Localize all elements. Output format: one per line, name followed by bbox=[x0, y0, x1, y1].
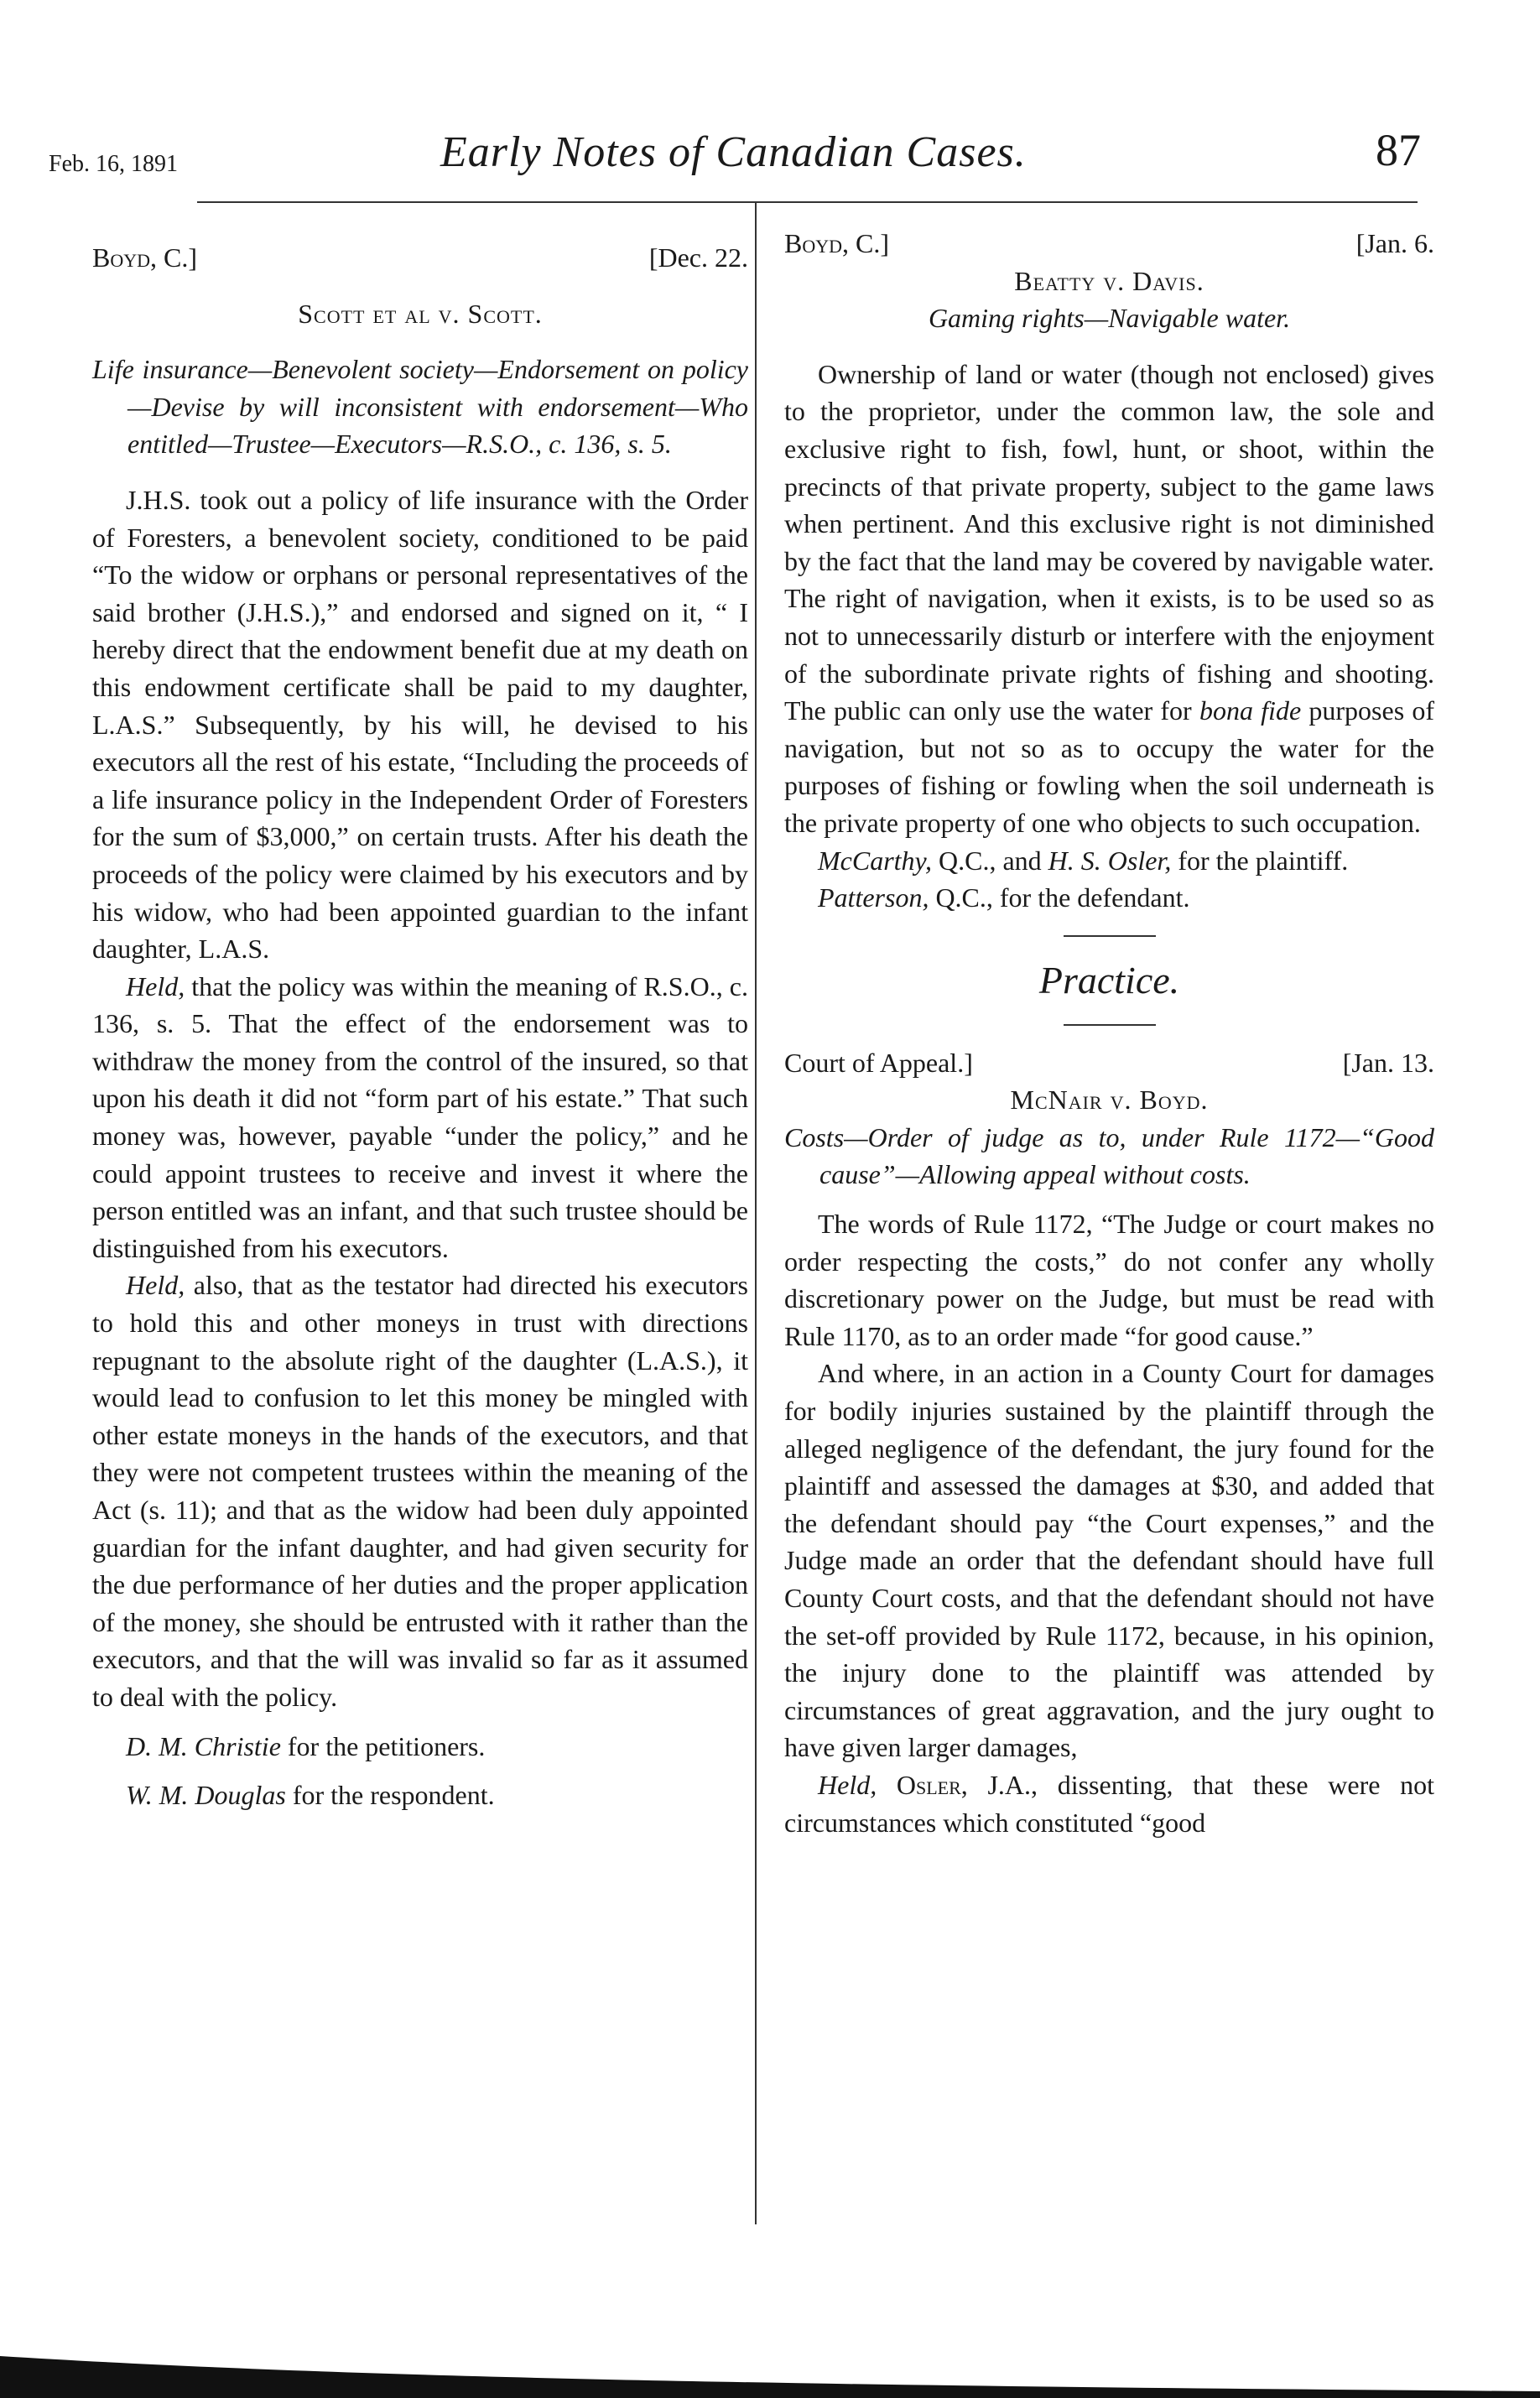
header-rule bbox=[197, 201, 1418, 203]
case-headnote: Costs—Order of judge as to, under Rule 1172—“Good cause”—Allowing appeal without costs. bbox=[784, 1121, 1434, 1190]
case-title: Beatty v. Davis. bbox=[1014, 265, 1204, 296]
running-title: Early Notes of Canadian Cases. bbox=[440, 128, 1027, 176]
counsel-line: D. M. Christie for the petitioners. bbox=[126, 1730, 486, 1761]
case-paragraph: Held, that the policy was within the meaning of R.S.O., c. 136, s. 5. That the effect of the endorsement was to withdraw the money from the control of the insured, so that upon his death it did not “form part of his estate.” That such money was, however, payable “under the policy,” and he could appoint trustees to receive and invest it where the person entitled was an infant, and that such trustee should be distinguished from his executors. bbox=[92, 970, 748, 1263]
column-divider bbox=[755, 201, 757, 2224]
scan-shadow bbox=[0, 2339, 1540, 2398]
court-name: Court of Appeal.] bbox=[784, 1047, 973, 1078]
judge-name: Boyd, C.] bbox=[784, 228, 890, 258]
case-date: [Jan. 13. bbox=[1342, 1047, 1434, 1078]
held-label: Held, bbox=[126, 970, 185, 1001]
section-heading: Practice. bbox=[1038, 958, 1180, 1001]
case-title: McNair v. Boyd. bbox=[1010, 1085, 1209, 1116]
case-title: Scott et al v. Scott. bbox=[298, 298, 543, 329]
held-label: Held, bbox=[126, 1270, 185, 1301]
case-paragraph: The words of Rule 1172, “The Judge or court makes no order respecting the costs,” do not confer any wholly discretionary power on the Judge, but must be read with Rule 1170, as to an order made “for good cause.” bbox=[784, 1209, 1434, 1351]
case-heading bbox=[784, 1044, 1434, 1082]
case-date: [Jan. 6. bbox=[1355, 228, 1434, 258]
right-column bbox=[784, 225, 1434, 1841]
case-heading bbox=[92, 239, 748, 277]
page-header bbox=[0, 0, 1540, 210]
judge-name: Boyd, C.] bbox=[92, 242, 198, 273]
case-date: [Dec. 22. bbox=[648, 242, 748, 273]
page-number: 87 bbox=[1376, 125, 1421, 175]
case-heading bbox=[784, 225, 1434, 263]
counsel-line: W. M. Douglas for the respondent. bbox=[126, 1780, 495, 1811]
case-paragraph: Held, also, that as the testator had directed his executors to hold this and other moneys in trust with directions repugnant to the absolute right of the daughter (L.A.S.), it would lead to confusion to let this money be mingled with other estate moneys in the hands of the executors, and that they were not competent trustees within the meaning of the Act (s. 11); and that as the widow had been duly appointed guardian for the infant daughter, and had given security for the due performance of her duties and the proper application of the money, she should be entrusted with it rather than the executors, and that the will was invalid so far as it assumed to deal with the policy. bbox=[92, 1270, 748, 1712]
counsel-line: McCarthy, Q.C., and H. S. Osler, for the plaintiff. bbox=[818, 845, 1349, 876]
case-paragraph: And where, in an action in a County Court for damages for bodily injuries sustained by the plaintiff through the alleged negligence of the defendant, the jury found for the plaintiff and assessed the damages at $30, and added that the defendant should pay “the Court expenses,” and the Judge made an order that the defendant should have full County Court costs, and that the defendant should not have the set-off provided by Rule 1172, because, in his opinion, the injury done to the plaintiff was attended by circumstances of great aggravation, and the jury ought to have given larger damages, bbox=[784, 1358, 1434, 1763]
case-paragraph: J.H.S. took out a policy of life insurance with the Order of Foresters, a benevolent society, conditioned to be paid “To the widow or orphans or personal representatives of the said brother (J.H.S.),” and endorsed and signed on it, “ I hereby direct that the endowment benefit due at my death on this endowment certificate shall be paid to my daughter, L.A.S.” Subsequently, by his will, he devised to his executors all the rest of his estate, “Including the proceeds of a life insurance policy in the Independent Order of Foresters for the sum of $3,000,” on certain trusts. After his death the proceeds of the policy were claimed by his executors and by his widow, who had been appointed guardian to the infant daughter, L.A.S. bbox=[92, 484, 748, 965]
case-paragraph: Ownership of land or water (though not enclosed) gives to the proprietor, under the common law, the sole and exclusive right to fish, fowl, hunt, or shoot, within the precincts of that private property, subject to the game laws when pertinent. And this exclusive right is not diminished by the fact that the land may be covered by navigable water. The right of navigation, when it exists, is to be used so as not to unnecessarily disturb or interfere with the enjoyment of the subordinate private rights of fishing and shooting. The public can only use the water for bona fide purposes of navigation, but not so as to occupy the water for the purposes of fishing or fowling when the soil underneath is the private property of one who objects to such occupation. bbox=[784, 358, 1435, 838]
left-column bbox=[92, 239, 748, 1814]
case-headnote: Life insurance—Benevolent society—Endorsement on policy—Devise by will inconsistent with endorsement—Who entitled—Trustee—Executors—R.S.O., c. 136, s. 5. bbox=[92, 354, 748, 460]
held-label: Held, bbox=[818, 1769, 877, 1800]
section-rule bbox=[1064, 1024, 1156, 1026]
case-headnote: Gaming rights—Navigable water. bbox=[928, 303, 1291, 334]
issue-date: Feb. 16, 1891 bbox=[49, 151, 178, 177]
section-rule bbox=[1064, 935, 1156, 937]
case-paragraph: Held, Osler, J.A., dissenting, that these were not circumstances which constituted “good bbox=[784, 1769, 1435, 1838]
counsel-line: Patterson, Q.C., for the defendant. bbox=[818, 882, 1190, 913]
